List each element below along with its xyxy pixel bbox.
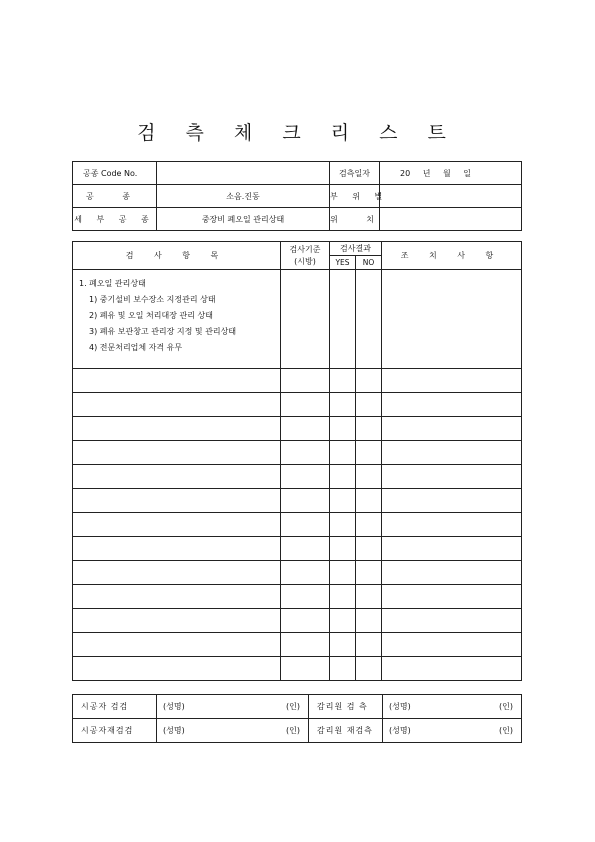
sub-item: 4) 전문처리업체 자격 유무 [89,343,183,352]
action-cell[interactable] [382,441,522,465]
empty-row [73,441,522,465]
item-cell[interactable] [73,441,281,465]
no-cell[interactable] [356,609,382,633]
action-cell[interactable] [382,270,522,369]
inspection-date-label: 검측일자 [330,162,380,185]
inspection-date-value[interactable]: 20 년 월 일 [380,162,522,185]
signature-row [73,719,522,743]
yes-header: YES [330,256,356,270]
yes-cell[interactable] [330,609,356,633]
action-cell[interactable] [382,465,522,489]
action-cell[interactable] [382,393,522,417]
work-type-label: 공 종 [73,185,157,208]
item-cell[interactable] [73,513,281,537]
yes-cell[interactable] [330,465,356,489]
no-cell[interactable] [356,393,382,417]
detail-work-label: 세 부 공 종 [73,208,157,231]
empty-row [73,609,522,633]
criteria-cell[interactable] [281,609,330,633]
empty-row [73,561,522,585]
no-cell[interactable] [356,561,382,585]
work-code-label: 공종 Code No. [73,162,157,185]
item-cell[interactable] [73,489,281,513]
action-cell[interactable] [382,609,522,633]
criteria-cell[interactable] [281,513,330,537]
location-value[interactable] [380,208,522,231]
yes-cell[interactable] [330,561,356,585]
criteria-cell[interactable] [281,657,330,681]
signature-row [73,695,522,719]
action-cell[interactable] [382,489,522,513]
action-cell[interactable] [382,657,522,681]
item-cell[interactable] [73,633,281,657]
supervisor-inspection-label: 감리원 검 측 [309,695,383,719]
item-cell[interactable] [73,585,281,609]
yes-cell[interactable] [330,513,356,537]
criteria-header-line1: 검사기준 [289,244,321,254]
no-cell[interactable] [356,585,382,609]
item-cell[interactable] [73,561,281,585]
yes-cell[interactable] [330,270,356,369]
item-cell[interactable] [73,657,281,681]
no-cell[interactable] [356,489,382,513]
supervisor-name-field[interactable]: (성명) [383,719,455,743]
check-item-group [73,270,281,369]
item-cell[interactable] [73,609,281,633]
location-label: 위 치 [330,208,380,231]
no-cell[interactable] [356,369,382,393]
supervisor-seal: (인) [455,695,522,719]
empty-row [73,585,522,609]
contractor-name-field[interactable]: (성명) [157,695,239,719]
no-cell[interactable] [356,270,382,369]
yes-cell[interactable] [330,441,356,465]
contractor-seal: (인) [239,695,309,719]
criteria-header-line2: (시방) [294,256,316,266]
yes-cell[interactable] [330,369,356,393]
criteria-cell[interactable] [281,489,330,513]
no-cell[interactable] [356,537,382,561]
action-cell[interactable] [382,369,522,393]
action-cell[interactable] [382,537,522,561]
criteria-cell[interactable] [281,465,330,489]
yes-cell[interactable] [330,633,356,657]
yes-cell[interactable] [330,537,356,561]
items-header: 검 사 항 목 [73,242,281,270]
supervisor-seal: (인) [455,719,522,743]
supervisor-name-field[interactable]: (성명) [383,695,455,719]
empty-row [73,489,522,513]
yes-cell[interactable] [330,393,356,417]
empty-row [73,393,522,417]
empty-row [73,633,522,657]
criteria-cell[interactable] [281,270,330,369]
criteria-cell[interactable] [281,561,330,585]
empty-row [73,417,522,441]
sub-item: 2) 폐유 및 오일 처리대장 관리 상태 [89,311,213,320]
supervisor-reinspection-label: 감리원 재검측 [309,719,383,743]
sub-item: 3) 폐유 보관창고 관리장 지정 및 관리상태 [89,327,237,336]
no-header: NO [356,256,382,270]
contractor-reinspection-label: 시공자재검검 [73,719,157,743]
action-header: 조 치 사 항 [382,242,522,270]
criteria-header [281,242,330,270]
item-cell[interactable] [73,393,281,417]
empty-row [73,465,522,489]
contractor-name-field[interactable]: (성명) [157,719,239,743]
criteria-cell[interactable] [281,537,330,561]
action-cell[interactable] [382,585,522,609]
part-value[interactable] [380,185,522,208]
sub-item: 1) 중기설비 보수장소 지정관리 상태 [89,295,216,304]
criteria-cell[interactable] [281,585,330,609]
action-cell[interactable] [382,417,522,441]
criteria-cell[interactable] [281,633,330,657]
contractor-inspection-label: 시공자 검검 [73,695,157,719]
yes-cell[interactable] [330,489,356,513]
item-cell[interactable] [73,369,281,393]
item-cell[interactable] [73,465,281,489]
action-cell[interactable] [382,513,522,537]
empty-row [73,537,522,561]
item-cell[interactable] [73,537,281,561]
no-cell[interactable] [356,657,382,681]
yes-cell[interactable] [330,417,356,441]
criteria-cell[interactable] [281,441,330,465]
work-code-value[interactable] [157,162,330,185]
info-table [72,161,522,231]
contractor-seal: (인) [239,719,309,743]
no-cell[interactable] [356,513,382,537]
checklist-table [72,241,522,681]
yes-cell[interactable] [330,585,356,609]
empty-row [73,513,522,537]
empty-row [73,657,522,681]
part-label: 부 위 별 [330,185,380,208]
action-cell[interactable] [382,633,522,657]
detail-work-value[interactable]: 중장비 폐오일 관리상태 [157,208,330,231]
criteria-cell[interactable] [281,393,330,417]
item-cell[interactable] [73,417,281,441]
result-header: 검사결과 [330,242,382,256]
no-cell[interactable] [356,417,382,441]
criteria-cell[interactable] [281,369,330,393]
action-cell[interactable] [382,561,522,585]
checklist-row [73,270,522,369]
work-type-value[interactable]: 소음.진동 [157,185,330,208]
criteria-cell[interactable] [281,417,330,441]
page-title: 검 측 체 크 리 스 트 [137,122,458,144]
no-cell[interactable] [356,465,382,489]
no-cell[interactable] [356,633,382,657]
empty-row [73,369,522,393]
yes-cell[interactable] [330,657,356,681]
signature-table [72,694,522,743]
main-item: 1. 폐오일 관리상태 [79,279,146,288]
no-cell[interactable] [356,441,382,465]
